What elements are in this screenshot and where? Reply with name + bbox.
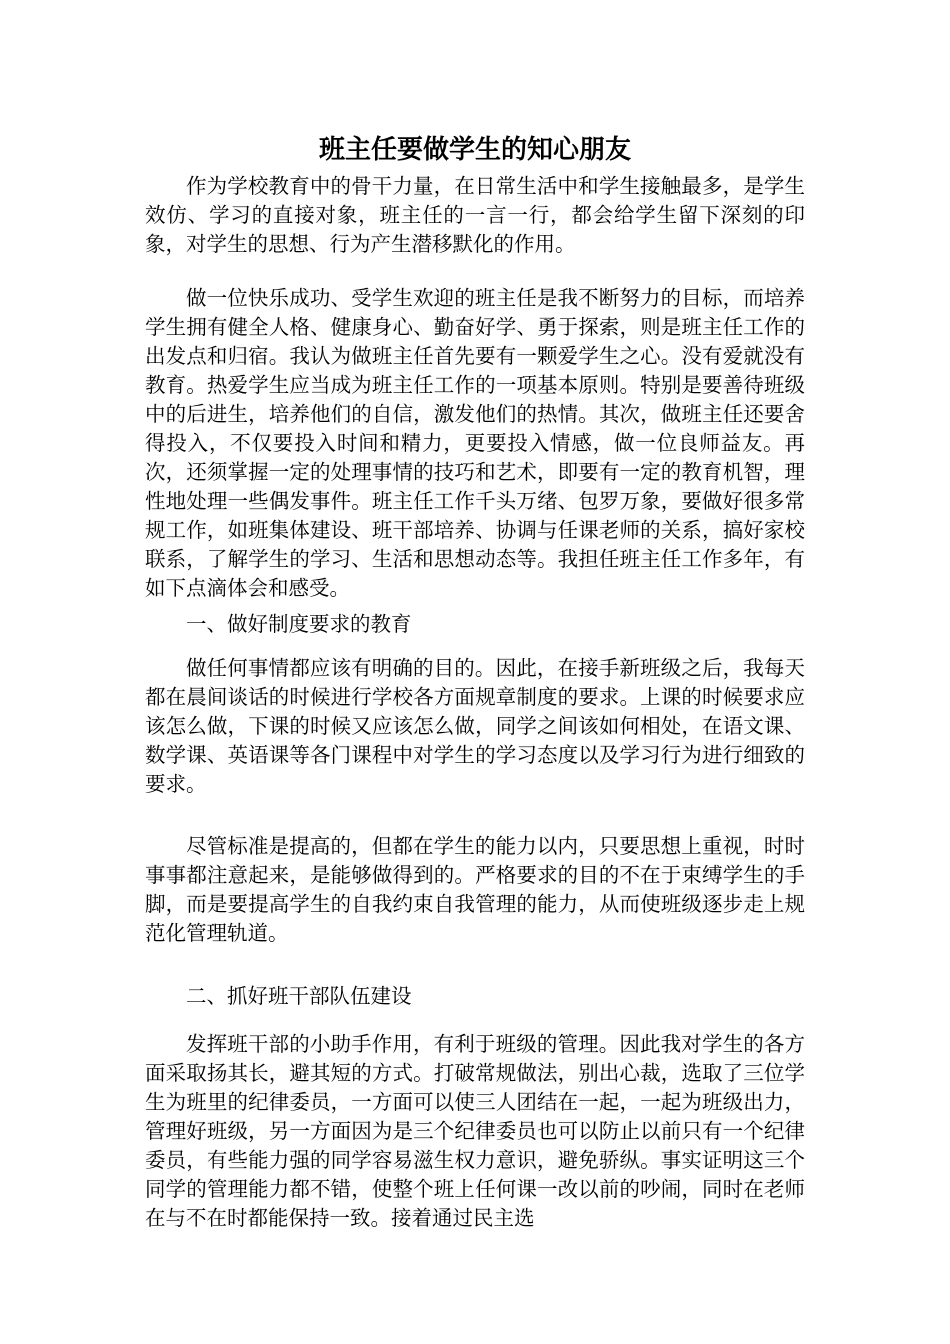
section-heading-1: 一、做好制度要求的教育 [186, 612, 412, 636]
paragraph-goal: 做一位快乐成功、受学生欢迎的班主任是我不断努力的目标，而培养学生拥有健全人格、健康身心、勤奋好学、勇于探索，则是班主任工作的出发点和归宿。我认为做班主任首先要有一颗爱学生之心。没有爱就没有教育。热爱学生应当成为班主任工作的一项基本原则。特别是要善待班级中的后进生，培养他们的自信，激发他们的热情。其次，做班主任还要舍得投入，不仅要投入时间和精力，更要投入情感，做一位良师益友。再次，还须掌握一定的处理事情的技巧和艺术，即要有一定的教育机智，理性地处理一些偶发事件。班主任工作千头万绪、包罗万象，要做好很多常规工作，如班集体建设、班干部培养、协调与任课老师的关系，搞好家校联系，了解学生的学习、生活和思想动态等。我担任班主任工作多年，有如下点滴体会和感受。 [145, 286, 805, 600]
paragraph-class-cadres: 发挥班干部的小助手作用，有利于班级的管理。因此我对学生的各方面采取扬其长，避其短的方式。打破常规做法，别出心裁，选取了三位学生为班里的纪律委员，一方面可以使三人团结在一起，一起为班级出力，管理好班级，另一方面因为是三个纪律委员也可以防止以前只有一个纪律委员，有些能力强的同学容易滋生权力意识，避免骄纵。事实证明这三个同学的管理能力都不错，使整个班上任何课一改以前的吵闹，同时在老师在与不在时都能保持一致。接着通过民主选 [145, 1032, 805, 1230]
paragraph-intro: 作为学校教育中的骨干力量，在日常生活中和学生接触最多，是学生效仿、学习的直接对象，班主任的一言一行，都会给学生留下深刻的印象，对学生的思想、行为产生潜移默化的作用。 [145, 174, 805, 256]
paragraph-standards: 尽管标准是提高的，但都在学生的能力以内，只要思想上重视，时时事事都注意起来，是能够做得到的。严格要求的目的不在于束缚学生的手脚，而是要提高学生的自我约束自我管理的能力，从而使班级逐步走上规范化管理轨道。 [145, 834, 805, 945]
document-title: 班主任要做学生的知心朋友 [318, 135, 631, 165]
paragraph-rules: 做任何事情都应该有明确的目的。因此，在接手新班级之后，我每天都在晨间谈话的时候进行学校各方面规章制度的要求。上课的时候要求应该怎么做，下课的时候又应该怎么做，同学之间该如何相处，在语文课、数学课、英语课等各门课程中对学生的学习态度以及学习行为进行细致的要求。 [145, 656, 805, 796]
section-heading-2: 二、抓好班干部队伍建设 [186, 984, 412, 1008]
